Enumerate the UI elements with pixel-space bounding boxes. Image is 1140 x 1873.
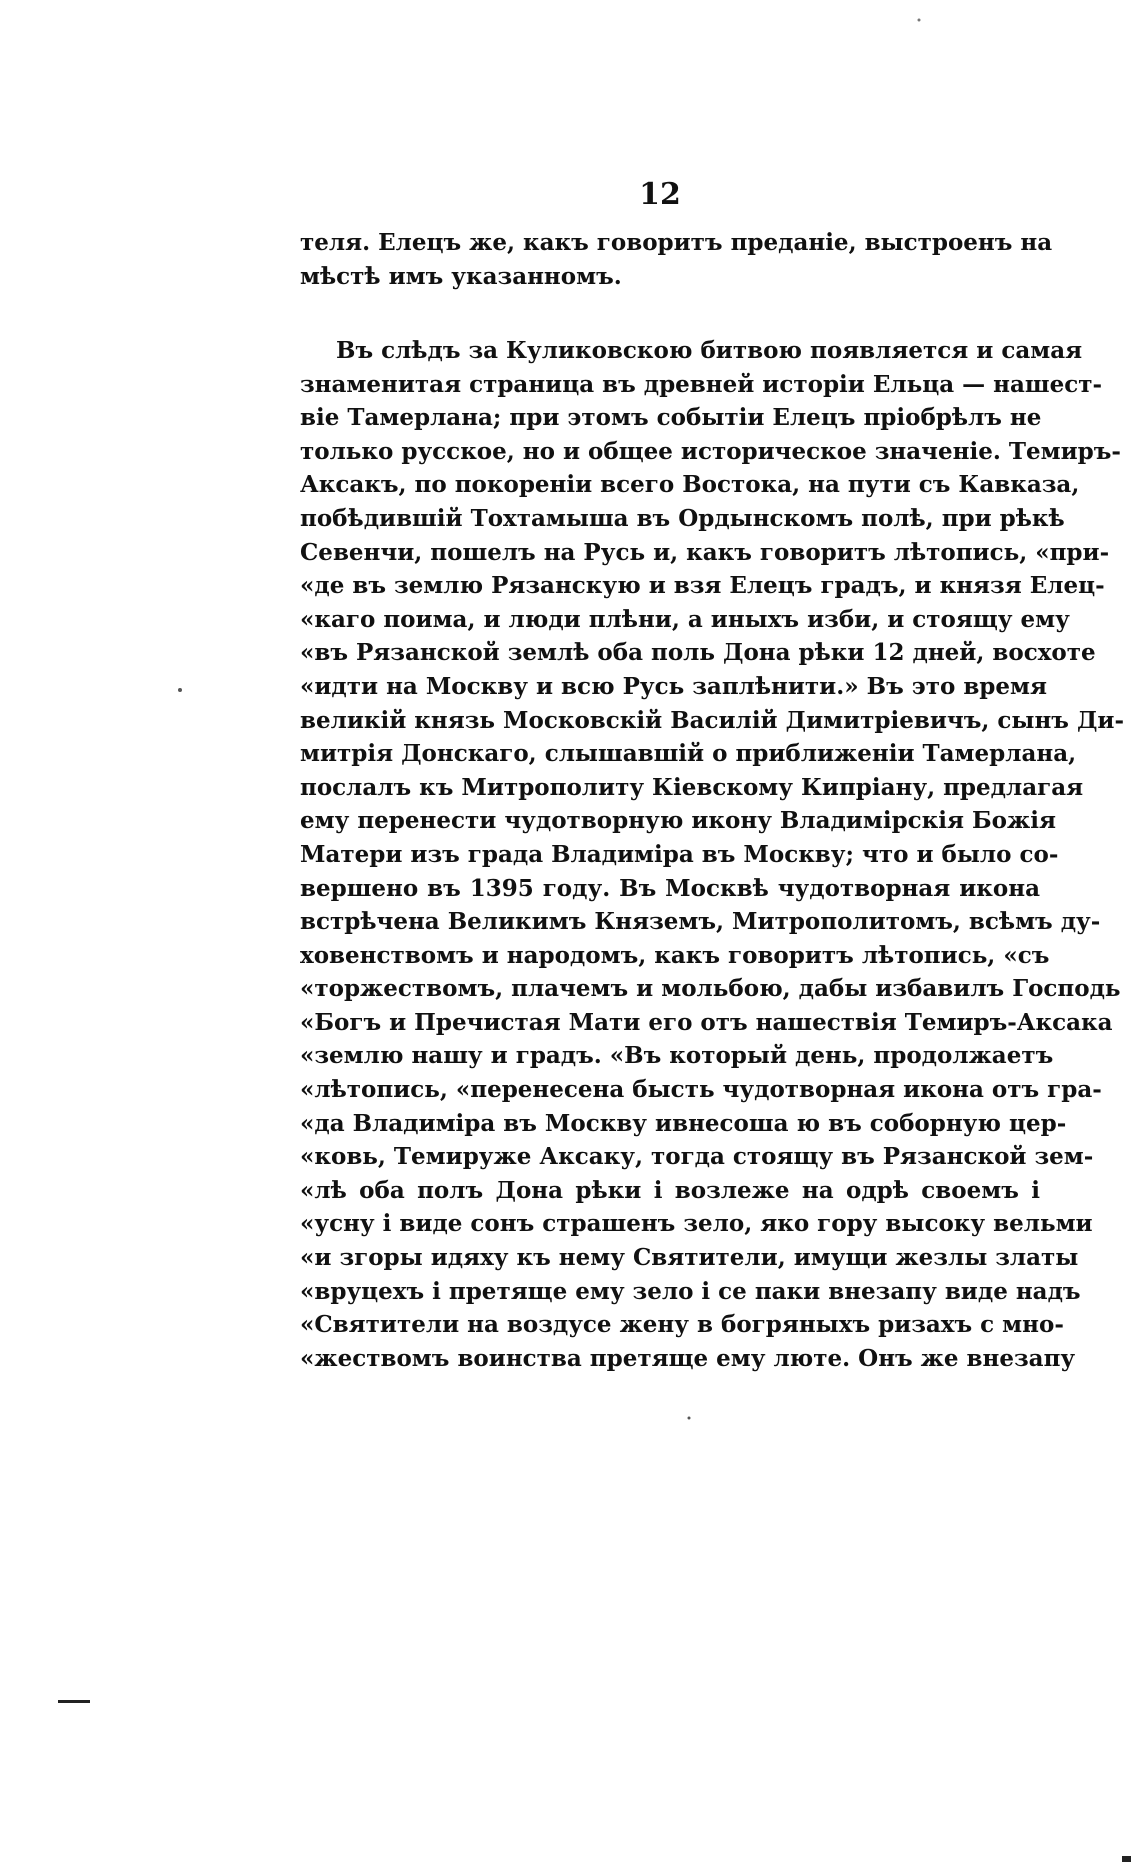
text-line: митрія Донскаго, слышавшій о приближеніи Тамерлана, bbox=[300, 740, 1077, 768]
text-line: «землю нашу и градъ. «Въ который день, продолжаетъ bbox=[300, 1042, 1054, 1070]
scan-dot bbox=[178, 688, 182, 692]
page-number: 12 bbox=[639, 177, 681, 212]
text-line: теля. Елецъ же, какъ говоритъ преданіе, выстроенъ на bbox=[300, 229, 1053, 256]
text-line: только русское, но и общее историческое значеніе. Темиръ- bbox=[300, 437, 1121, 465]
text-line: мѣстѣ имъ указанномъ. bbox=[300, 262, 622, 290]
text-line: «лѣтопись, «перенесена бысть чудотворная икона отъ гра- bbox=[300, 1076, 1102, 1104]
text-line: «и згоры идяху къ нему Святители, имущи жезлы златы bbox=[300, 1244, 1079, 1272]
text-line: «ковь, Темируже Аксаку, тогда стоящу въ Рязанской зем- bbox=[300, 1143, 1094, 1171]
text-line: послалъ къ Митрополиту Кіевскому Кипріану, предлагая bbox=[300, 773, 1084, 801]
text-line: «усну і виде сонъ страшенъ зело, яко гору высоку вельми bbox=[300, 1210, 1093, 1238]
text-line: Въ слѣдъ за Куликовскою битвою появляется и самая bbox=[336, 337, 1083, 364]
text-line: ему перенести чудотворную икону Владимірскія Божія bbox=[300, 807, 1056, 835]
text-line: побѣдившій Тохтамыша въ Ордынскомъ полѣ, при рѣкѣ bbox=[300, 504, 1065, 532]
text-line: знаменитая страница въ древней исторіи Ельца — нашест- bbox=[300, 370, 1103, 398]
text-line: «Богъ и Пречистая Мати его отъ нашествія Темиръ-Аксака bbox=[300, 1008, 1113, 1036]
text-line: Севенчи, пошелъ на Русь и, какъ говоритъ лѣтопись, «при- bbox=[300, 538, 1110, 566]
text-line: великій князь Московскій Василій Димитріевичъ, сынъ Ди- bbox=[300, 706, 1125, 734]
text-line: «вруцехъ і претяще ему зело і се паки внезапу виде надъ bbox=[300, 1277, 1081, 1305]
scan-mark-corner bbox=[1122, 1856, 1131, 1862]
scan-dot bbox=[688, 1417, 691, 1420]
paragraph-1 bbox=[300, 226, 1053, 293]
text-line: ховенствомъ и народомъ, какъ говоритъ лѣтопись, «съ bbox=[300, 941, 1050, 969]
text-line: Матери изъ града Владиміра въ Москву; что и было со- bbox=[300, 840, 1059, 868]
text-line: вершено въ 1395 году. Въ Москвѣ чудотворная икона bbox=[300, 874, 1040, 902]
text-line: «де въ землю Рязанскую и взя Елецъ градъ, и князя Елец- bbox=[300, 572, 1105, 600]
text-line: «каго поима, и люди плѣни, а иныхъ изби, и стоящу ему bbox=[300, 605, 1070, 633]
text-line: віе Тамерлана; при этомъ событіи Елецъ пріобрѣлъ не bbox=[300, 404, 1042, 432]
paragraph-2 bbox=[300, 334, 1125, 1375]
scan-dot bbox=[918, 19, 921, 22]
scan-mark-left bbox=[58, 1700, 90, 1703]
text-line: «Святители на воздусе жену в богряныхъ ризахъ с мно- bbox=[300, 1311, 1064, 1339]
text-line: встрѣчена Великимъ Княземъ, Митрополитомъ, всѣмъ ду- bbox=[300, 908, 1101, 936]
text-line: «жествомъ воинства претяще ему люте. Онъ же внезапу bbox=[300, 1344, 1076, 1372]
text-line: Аксакъ, по покореніи всего Востока, на пути съ Кавказа, bbox=[300, 471, 1080, 499]
text-line: «въ Рязанской землѣ оба поль Дона рѣки 12 дней, восхоте bbox=[300, 639, 1096, 667]
text-line: «торжествомъ, плачемъ и мольбою, дабы избавилъ Господь bbox=[300, 975, 1121, 1003]
text-line: «идти на Москву и всю Русь заплѣнити.» Въ это время bbox=[300, 672, 1047, 700]
text-line: «да Владиміра въ Москву ивнесоша ю въ соборную цер- bbox=[300, 1109, 1067, 1137]
text-line: «лѣ оба полъ Дона рѣки і возлеже на одрѣ своемъ і bbox=[300, 1176, 1040, 1204]
